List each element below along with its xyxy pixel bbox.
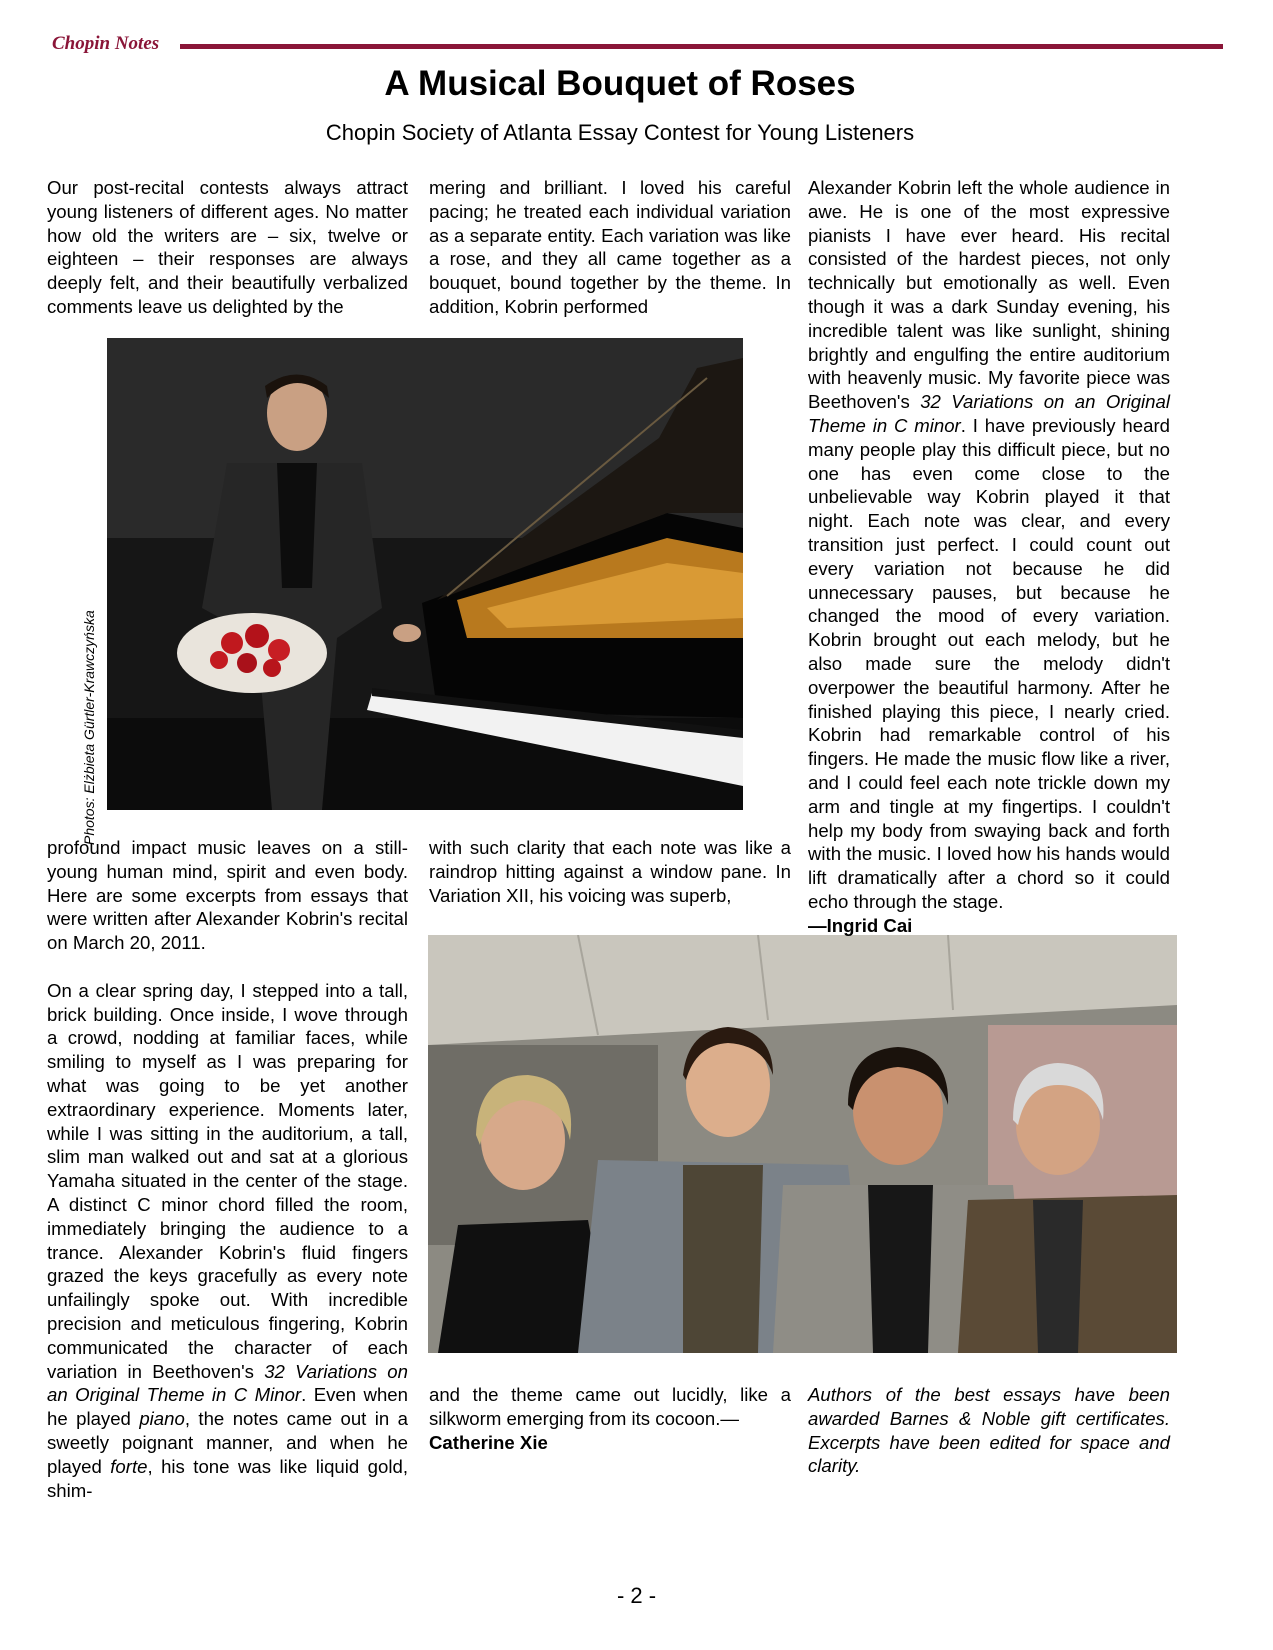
paragraph: Our post-recital contests always attract young listeners of different ages. No matter how old the writers are – six, twelve or eighteen – their responses are always deeply felt, and their beautifully verbalized comments leave us delighted by the [47,177,408,317]
col2-top-text [429,176,791,319]
signature: —Ingrid Cai [808,914,913,936]
text-run: . I have previously heard many people play this difficult piece, but no one has even come close to the unbelievable way Kobrin played it that night. Each note was clear, and every transition just perfect. I could count out every variation not because he did unnecessary pauses, but because he changed the mood of every variation. Kobrin brought out each melody, but he also made sure the melody didn't overpower the beautiful harmony. After he finished playing this piece, I nearly cried. Kobrin had remarkable control of his fingers. He made the music flow like a river, and I could feel each note trickle down my arm and tingle at my fingertips. I couldn't help my body from swaying back and forth with the music. I loved how his hands would lift dramatically after a chord so it could echo through the stage. [808,414,1170,912]
text-run: . Even when he played [47,1384,408,1430]
photo-pianist-with-piano [107,338,743,810]
page-number: - 2 - [616,1583,657,1608]
paragraph: and the theme came out lucidly, like a silkworm emerging from its cocoon.— [429,1384,791,1429]
paragraph-gap [47,955,408,979]
col2-middle-text [429,836,791,907]
col2-bottom-text [429,1383,791,1454]
text-run-italic: forte [110,1455,148,1477]
photo-group-four-people [428,935,1177,1353]
paragraph [808,176,1170,914]
text-run-italic: piano [139,1408,185,1430]
paragraph: with such clarity that each note was like a raindrop hitting against a window pane. In Variation XII, his voicing was superb, [429,837,791,906]
photo-credit: Photos: Elżbieta Gürtler-Krawczyńska [81,610,97,845]
signature: Catherine Xie [429,1431,548,1453]
section-label: Chopin Notes [52,33,160,54]
col1-top-text [47,176,408,319]
text-run: , the notes came out in a sweetly poignant manner, and when he played [47,1408,408,1477]
header-rule [180,44,1223,49]
paragraph: mering and brilliant. I loved his careful pacing; he treated each individual variation as a separate entity. Each variation was like a rose, and they all came together as a bouquet, bound together by the theme. In addition, Kobrin performed [429,177,791,317]
text-run-italic: 32 Variations on an Original Theme in C minor [808,391,1170,436]
article-title: A Musical Bouquet of Roses [384,64,856,103]
article-subtitle: Chopin Society of Atlanta Essay Contest for Young Listeners [325,120,915,145]
text-run: On a clear spring day, I stepped into a tall, brick building. Once inside, I wove through a crowd, nodding at familiar faces, while smiling to myself as I was preparing for what was going to be yet another extraordinary experience. Moments later, while I was sitting in the auditorium, a tall, slim man walked out and sat at a glorious Yamaha situated in the center of the stage. A distinct C minor chord filled the room, immediately bringing the audience to a trance. Alexander Kobrin's fluid fingers grazed the keys gracefully as every note unfailingly spoke out. With incredible precision and meticulous fingering, Kobrin communicated the character of each variation in Beethoven's [47,979,408,1382]
paragraph [47,979,408,1503]
paragraph: profound impact music leaves on a still-young human mind, spirit and even body. Here are some excerpts from essays that were written after Alexander Kobrin's recital on March 20, 2011. [47,837,408,954]
col3-text [808,176,1170,938]
text-run: Alexander Kobrin left the whole audience in awe. He is one of the most expressive pianists I have ever heard. His recital consisted of the hardest pieces, not only technically but emotionally as well. Even though it was a dark Sunday evening, his incredible talent was like sunlight, shining brightly and engulfing the entire auditorium with heavenly music. My favorite piece was Beethoven's [808,177,1170,413]
col1-bottom-text [47,836,408,1502]
text-run-italic: 32 Variations on an Original Theme in C Minor [47,1360,408,1406]
paragraph: Authors of the best essays have been awarded Barnes & Noble gift certificates. Excerpts have been edited for space and clarity. [808,1384,1170,1477]
text-run: , his tone was like liquid gold, shim- [47,1455,408,1501]
contest-note [808,1383,1170,1478]
